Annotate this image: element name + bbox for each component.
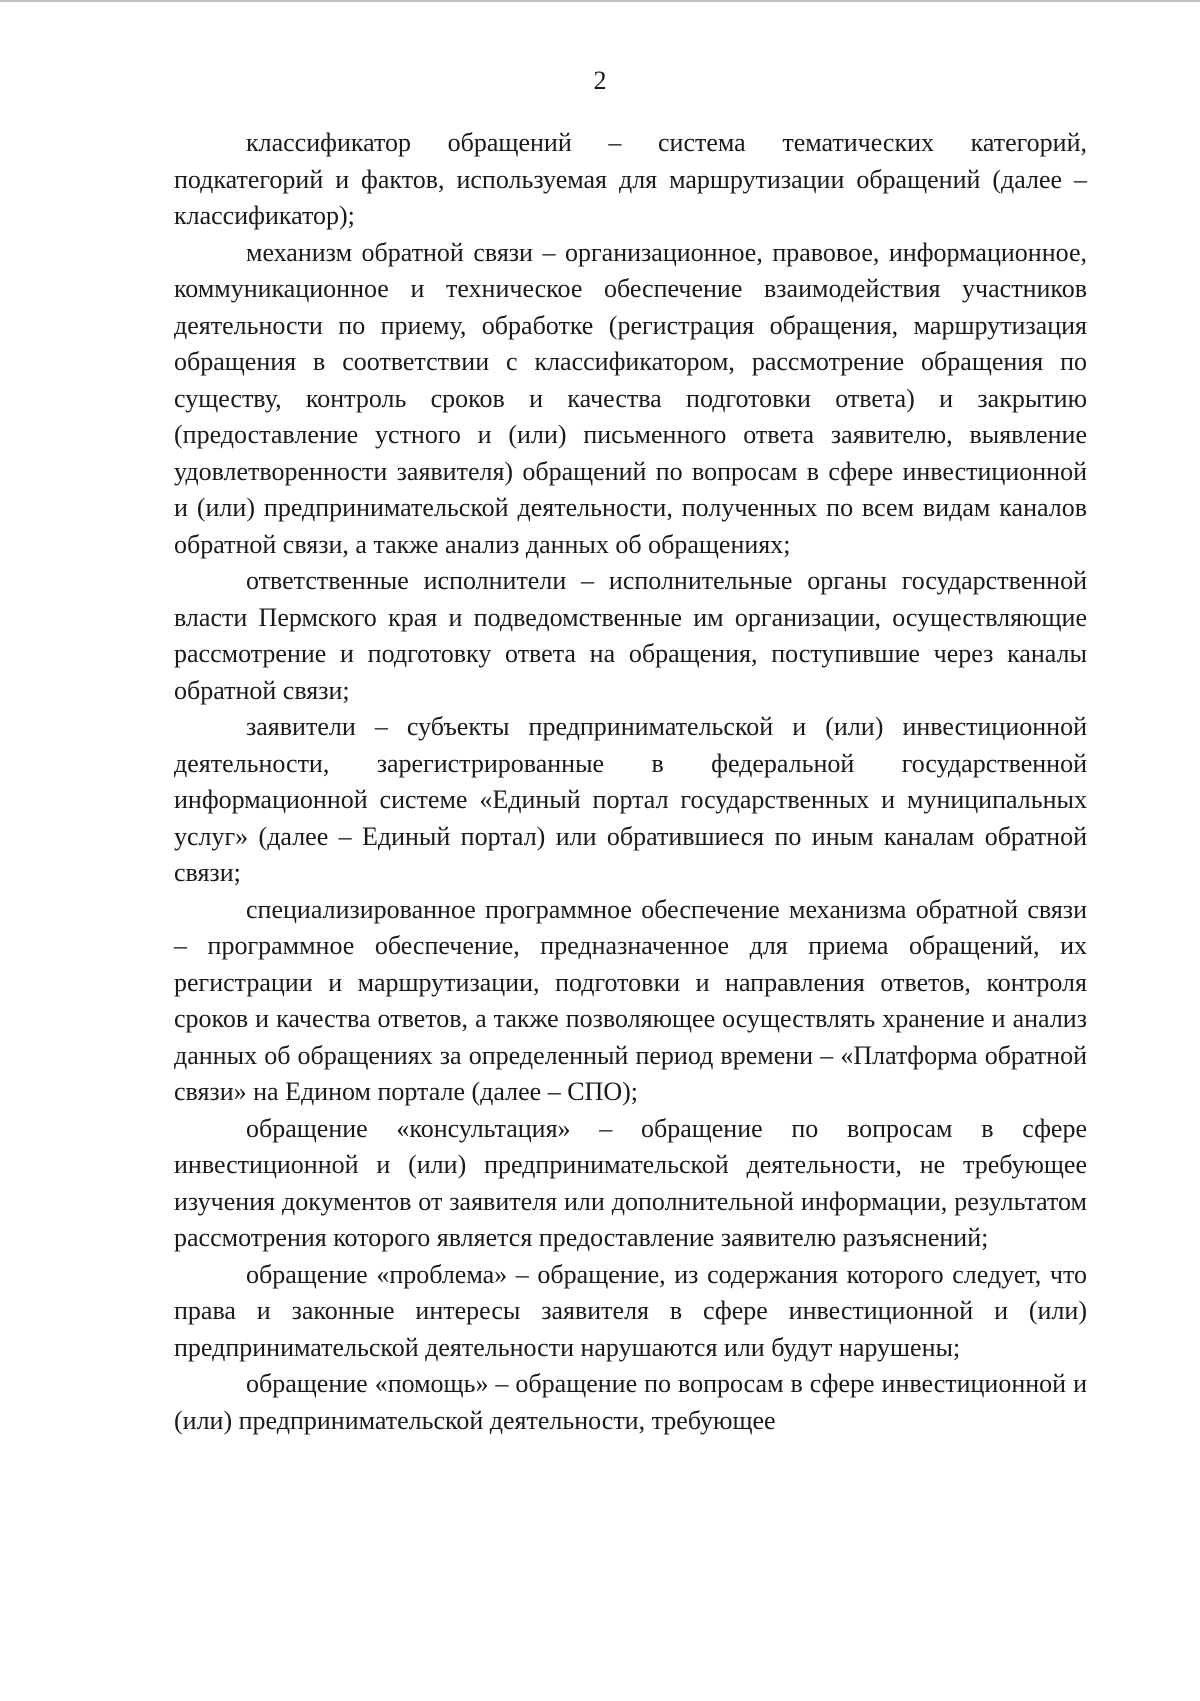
- paragraph-applicants-definition: заявители – субъекты предпринимательской и (или) инвестиционной деятельности, зарегистрированные в федеральной государственной информационной системе «Единый портал государственных и муниципальных услуг» (далее – Единый портал) или обратившиеся по иным каналам обратной связи;: [174, 712, 1087, 887]
- paragraph-consultation-definition: обращение «консультация» – обращение по вопросам в сфере инвестиционной и (или) предпринимательской деятельности, не требующее изучения документов от заявителя или дополнительной информации, результатом рассмотрения которого является предоставление заявителю разъяснений;: [174, 1113, 1087, 1252]
- paragraph-specialized-software-definition: специализированное программное обеспечение механизма обратной связи – программное обеспечение, предназначенное для приема обращений, их регистрации и маршрутизации, подготовки и направления ответов, контроля сроков и качества ответов, а также позволяющее осуществлять хранение и анализ данных об обращениях за определенный период времени – «Платформа обратной связи» на Едином портале (далее – СПО);: [174, 894, 1087, 1106]
- paragraph-feedback-mechanism-definition: механизм обратной связи – организационное, правовое, информационное, коммуникационное и техническое обеспечение взаимодействия участников деятельности по приему, обработке (регистрация обращения, маршрутизация обращения в соответствии с классификатором, рассмотрение обращения по существу, контроль сроков и качества подготовки ответа) и закрытию (предоставление устного и (или) письменного ответа заявителю, выявление удовлетворенности заявителя) обращений по вопросам в сфере инвестиционной и (или) предпринимательской деятельности, полученных по всем видам каналов обратной связи, а также анализ данных об обращениях;: [174, 237, 1087, 559]
- paragraph-classifier-definition: классификатор обращений – система тематических категорий, подкатегорий и фактов, используемая для маршрутизации обращений (далее – классификатор);: [174, 128, 1087, 230]
- paragraph-responsible-executors-definition: ответственные исполнители – исполнительные органы государственной власти Пермского края и подведомственные им организации, осуществляющие рассмотрение и подготовку ответа на обращения, поступившие через каналы обратной связи;: [174, 566, 1087, 705]
- page-number: 2: [593, 66, 607, 95]
- document-body: [174, 125, 1087, 1439]
- page-top-edge: [0, 0, 1200, 2]
- paragraph-problem-definition: обращение «проблема» – обращение, из содержания которого следует, что права и законные интересы заявителя в сфере инвестиционной и (или) предпринимательской деятельности нарушаются или будут нарушены;: [174, 1259, 1087, 1362]
- paragraph-help-definition: обращение «помощь» – обращение по вопросам в сфере инвестиционной и (или) предпринимательской деятельности, требующее: [174, 1369, 1087, 1435]
